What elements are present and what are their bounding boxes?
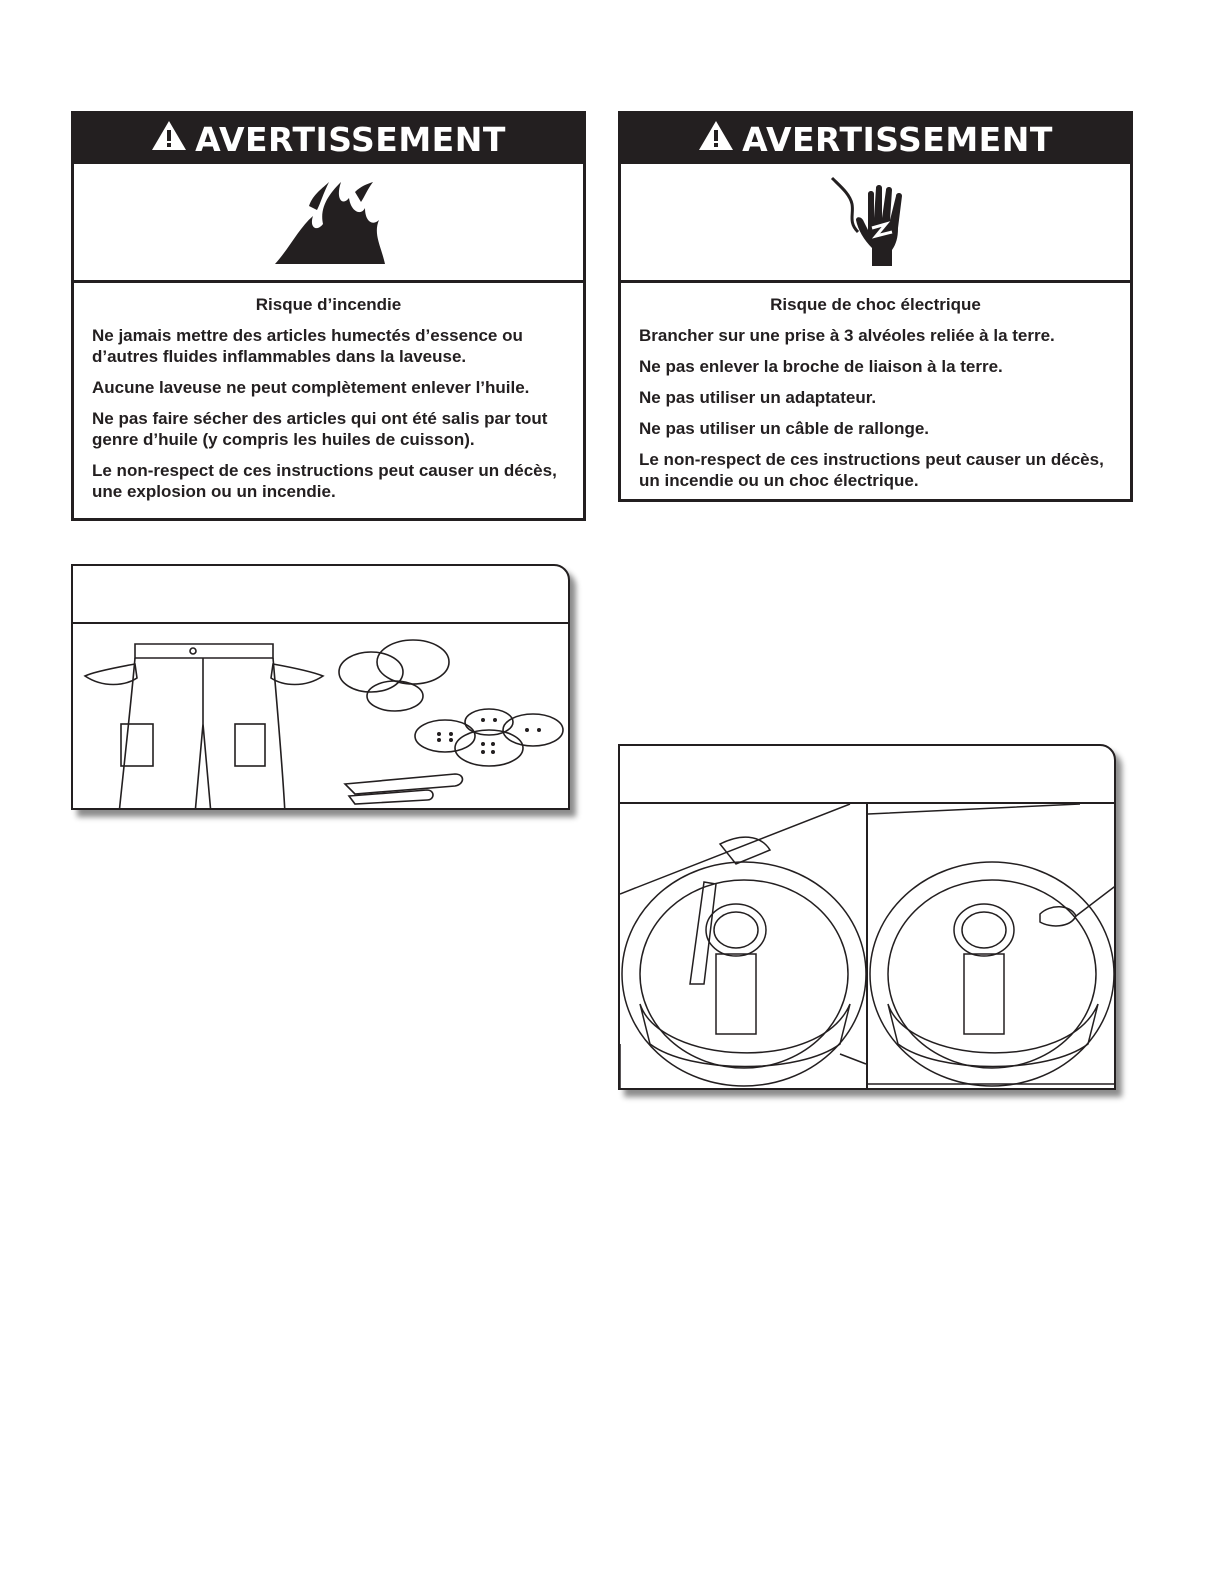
warning-line: Brancher sur une prise à 3 alvéoles reliée à la terre. xyxy=(639,326,1055,345)
warning-header-text: AVERTISSEMENT xyxy=(742,119,1053,159)
warning-line: Aucune laveuse ne peut complètement enlever l’huile. xyxy=(92,378,530,397)
warning-header xyxy=(621,114,1130,164)
warning-line: Ne pas enlever la broche de liaison à la terre. xyxy=(639,357,1003,376)
warning-triangle-icon xyxy=(698,120,734,159)
warning-line: Ne pas utiliser un câble de rallonge. xyxy=(639,419,930,438)
warning-line: Ne pas faire sécher des articles qui ont été salis par tout genre d’huile (y compris les huiles de cuisson). xyxy=(92,409,548,449)
fire-icon xyxy=(74,164,583,283)
warning-triangle-icon xyxy=(151,120,187,159)
panel-divider xyxy=(866,802,868,1090)
panel-header xyxy=(620,746,1114,804)
panel-header xyxy=(73,566,568,624)
fire-warning-box xyxy=(71,111,586,521)
empty-pockets-illustration-panel xyxy=(71,564,570,810)
warning-line: Ne jamais mettre des articles humectés d’essence ou d’autres fluides inflammables dans la laveuse. xyxy=(92,326,523,366)
warning-line: Le non-respect de ces instructions peut causer un décès, un incendie ou un choc électrique. xyxy=(639,450,1104,490)
warning-header xyxy=(74,114,583,164)
washer-tub-illustration xyxy=(620,804,1116,1090)
electric-shock-hand-icon xyxy=(621,164,1130,283)
warning-subtitle: Risque d’incendie xyxy=(255,295,402,314)
warning-line: Ne pas utiliser un adaptateur. xyxy=(639,388,877,407)
warning-subtitle: Risque de choc électrique xyxy=(770,295,981,314)
pants-coins-buttons-illustration xyxy=(73,624,570,810)
warning-header-text: AVERTISSEMENT xyxy=(195,119,506,159)
shock-warning-box xyxy=(618,111,1133,502)
washer-cleaning-illustration-panel xyxy=(618,744,1116,1090)
warning-line: Le non-respect de ces instructions peut causer un décès, une explosion ou un incendie. xyxy=(92,461,557,501)
